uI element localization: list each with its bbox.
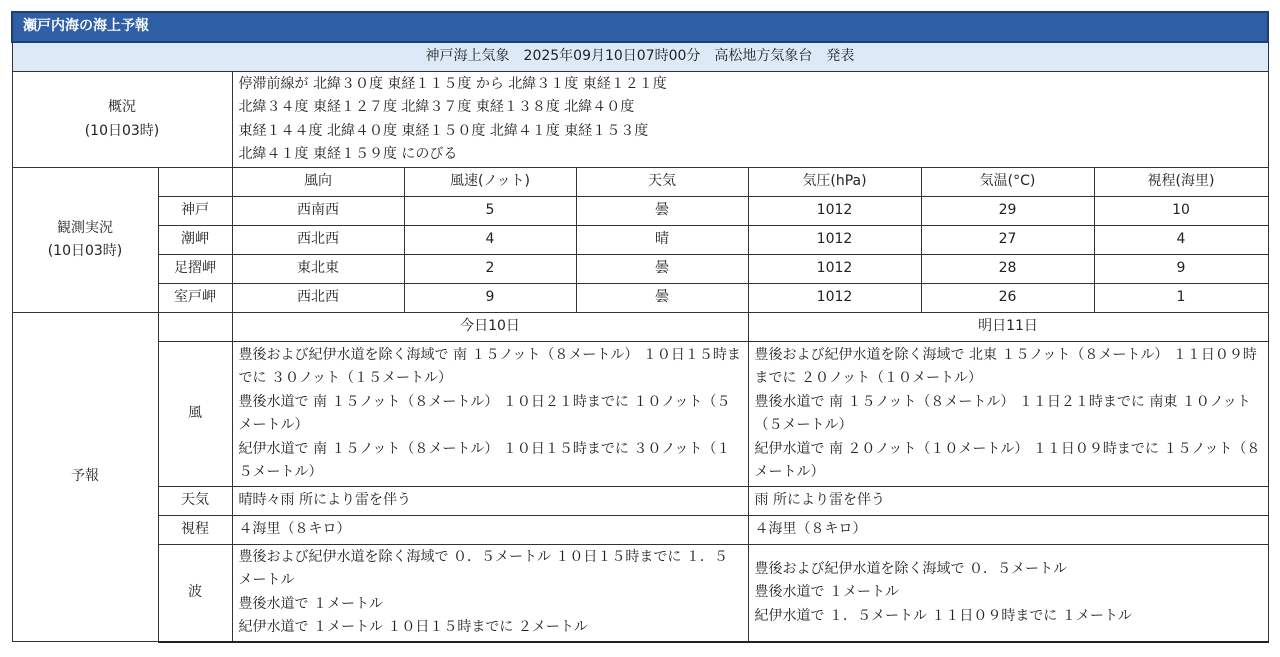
waves-tomorrow bbox=[748, 545, 1268, 642]
weather: 晴 bbox=[576, 226, 748, 255]
wind-speed: 2 bbox=[404, 255, 576, 284]
table-row bbox=[12, 226, 1268, 255]
table-row bbox=[12, 284, 1268, 313]
wind-tomorrow-line: 豊後および紀伊水道を除く海域で 北東 １５ノット（８メートル） １１日０９時までに ２０ノット（１０メートル） bbox=[754, 346, 1257, 386]
observation-label-cell bbox=[12, 168, 158, 313]
visibility: 1 bbox=[1094, 284, 1268, 313]
waves-today-line: 紀伊水道で １メートル １０日１５時までに ２メートル bbox=[238, 619, 588, 636]
temperature: 29 bbox=[921, 197, 1094, 226]
wind-speed: 9 bbox=[404, 284, 576, 313]
waves-tomorrow-line: 豊後および紀伊水道を除く海域で ０．５メートル bbox=[754, 560, 1067, 577]
station-name: 潮岬 bbox=[158, 226, 232, 255]
waves-today-line: 豊後および紀伊水道を除く海域で ０．５メートル １０日１５時までに １．５メートル bbox=[238, 548, 728, 589]
forecast-header-empty bbox=[158, 313, 232, 342]
visibility: 9 bbox=[1094, 255, 1268, 284]
temperature: 26 bbox=[921, 284, 1094, 313]
wind-tomorrow bbox=[748, 342, 1268, 487]
pressure: 1012 bbox=[748, 284, 921, 313]
weather: 曇 bbox=[576, 284, 748, 313]
weather-tomorrow: 雨 所により雷を伴う bbox=[748, 487, 1268, 516]
waves-label: 波 bbox=[158, 545, 232, 642]
issue-info: 神戸海上気象 2025年09月10日07時00分 高松地方気象台 発表 bbox=[12, 42, 1268, 72]
pressure: 1012 bbox=[748, 255, 921, 284]
col-header-pressure: 気圧(hPa) bbox=[748, 168, 921, 197]
visibility-tomorrow: ４海里（８キロ） bbox=[748, 516, 1268, 545]
observation-label: 観測実況 bbox=[57, 219, 113, 236]
wind-tomorrow-line: 紀伊水道で 南 ２０ノット（１０メートル） １１日０９時までに １５ノット（８メートル） bbox=[754, 440, 1261, 480]
visibility: 4 bbox=[1094, 226, 1268, 255]
forecast-tomorrow-header: 明日11日 bbox=[748, 313, 1268, 342]
wind-dir: 西北西 bbox=[232, 226, 404, 255]
waves-tomorrow-line: 豊後水道で １メートル bbox=[754, 584, 899, 600]
overview-line: 東経１４４度 北緯４０度 東経１５０度 北緯４１度 東経１５３度 bbox=[238, 122, 649, 139]
overview-text bbox=[232, 72, 1268, 168]
col-header-wind-dir: 風向 bbox=[232, 168, 404, 197]
forecast-table bbox=[11, 11, 1269, 643]
wind-today bbox=[232, 342, 748, 487]
weather: 曇 bbox=[576, 197, 748, 226]
observation-time: (10日03時) bbox=[47, 243, 123, 259]
station-name: 足摺岬 bbox=[158, 255, 232, 284]
wind-today-line: 豊後および紀伊水道を除く海域で 南 １５ノット（８メートル） １０日１５時までに ３０ノット（１５メートル） bbox=[238, 346, 741, 386]
station-name: 室戸岬 bbox=[158, 284, 232, 313]
wind-dir: 西南西 bbox=[232, 197, 404, 226]
weather-today: 晴時々雨 所により雷を伴う bbox=[232, 487, 748, 516]
wind-dir: 東北東 bbox=[232, 255, 404, 284]
temperature: 28 bbox=[921, 255, 1094, 284]
wind-today-line: 豊後水道で 南 １５ノット（８メートル） １０日２１時までに １０ノット（５メートル） bbox=[238, 393, 731, 433]
visibility-label: 視程 bbox=[158, 516, 232, 545]
wind-speed: 5 bbox=[404, 197, 576, 226]
weather-label: 天気 bbox=[158, 487, 232, 516]
overview-line: 停滞前線が 北緯３０度 東経１１５度 から 北緯３１度 東経１２１度 bbox=[238, 75, 667, 92]
overview-label-cell bbox=[12, 72, 232, 168]
col-header-temp: 気温(°C) bbox=[921, 168, 1094, 197]
pressure: 1012 bbox=[748, 197, 921, 226]
wind-label: 風 bbox=[158, 342, 232, 487]
wind-today-line: 紀伊水道で 南 １５ノット（８メートル） １０日１５時までに ３０ノット（１５メートル） bbox=[238, 440, 731, 480]
wind-dir: 西北西 bbox=[232, 284, 404, 313]
table-row bbox=[12, 197, 1268, 226]
temperature: 27 bbox=[921, 226, 1094, 255]
station-name: 神戸 bbox=[158, 197, 232, 226]
overview-label: 概況 bbox=[108, 99, 136, 115]
visibility-today: ４海里（８キロ） bbox=[232, 516, 748, 545]
waves-today bbox=[232, 545, 748, 642]
waves-today-line: 豊後水道で １メートル bbox=[238, 595, 383, 612]
col-header-weather: 天気 bbox=[576, 168, 748, 197]
wind-speed: 4 bbox=[404, 226, 576, 255]
table-row bbox=[12, 255, 1268, 284]
station-header-empty bbox=[158, 168, 232, 197]
weather: 曇 bbox=[576, 255, 748, 284]
forecast-today-header: 今日10日 bbox=[232, 313, 748, 342]
wind-tomorrow-line: 豊後水道で 南 １５ノット（８メートル） １１日２１時までに 南東 １０ノット（５メートル） bbox=[754, 393, 1251, 433]
col-header-visibility: 視程(海里) bbox=[1094, 168, 1268, 197]
visibility: 10 bbox=[1094, 197, 1268, 226]
overview-line: 北緯４１度 東経１５９度 にのびる bbox=[238, 146, 458, 162]
page-title: 瀬戸内海の海上予報 bbox=[12, 12, 1268, 42]
overview-time: (10日03時) bbox=[84, 122, 160, 139]
forecast-label: 予報 bbox=[12, 313, 158, 642]
waves-tomorrow-line: 紀伊水道で １．５メートル １１日０９時までに １メートル bbox=[754, 607, 1132, 624]
pressure: 1012 bbox=[748, 226, 921, 255]
overview-line: 北緯３４度 東経１２７度 北緯３７度 東経１３８度 北緯４０度 bbox=[238, 99, 635, 115]
col-header-wind-speed: 風速(ノット) bbox=[404, 168, 576, 197]
forecast-panel bbox=[11, 11, 1267, 643]
